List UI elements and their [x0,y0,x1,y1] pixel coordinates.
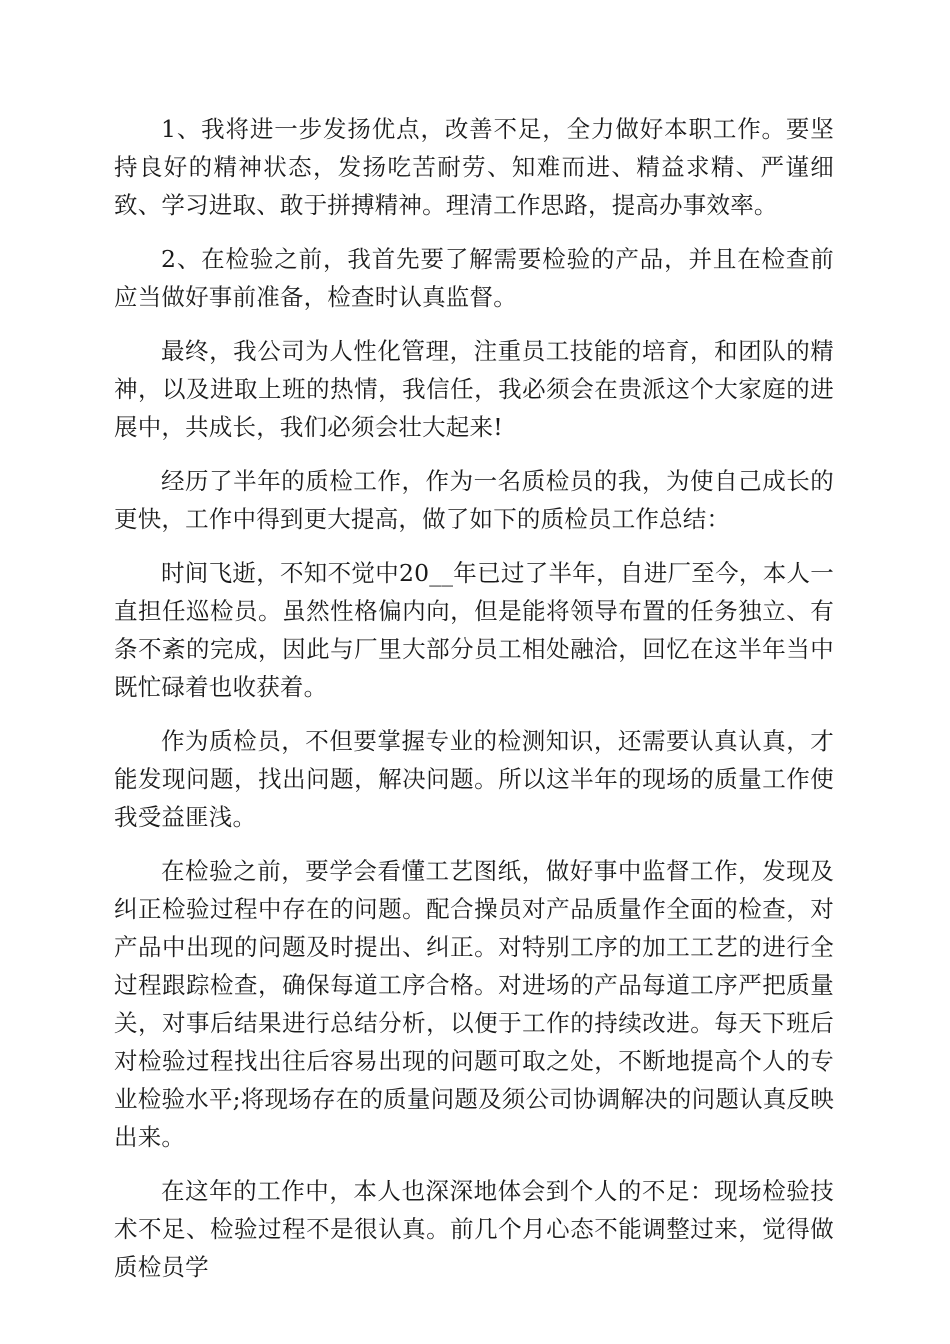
paragraph-8: 在这年的工作中，本人也深深地体会到个人的不足：现场检验技术不足、检验过程不是很认真。前几个月心态不能调整过来，觉得做质检员学 [114,1177,834,1281]
paragraph-4: 经历了半年的质检工作，作为一名质检员的我，为使自己成长的更快，工作中得到更大提高，做了如下的质检员工作总结： [114,467,834,533]
paragraph-3: 最终，我公司为人性化管理，注重员工技能的培育，和团队的精神，以及进取上班的热情，我信任，我必须会在贵派这个大家庭的进展中，共成长，我们必须会壮大起来! [114,337,834,441]
paragraph-5: 时间飞逝，不知不觉中20__年已过了半年，自进厂至今，本人一直担任巡检员。虽然性格偏内向，但是能将领导布置的任务独立、有条不紊的完成，因此与厂里大部分员工相处融洽，回忆在这半年当中既忙碌着也收获着。 [114,559,834,701]
paragraph-7: 在检验之前，要学会看懂工艺图纸，做好事中监督工作，发现及纠正检验过程中存在的问题。配合操员对产品质量作全面的检查，对产品中出现的问题及时提出、纠正。对特别工序的加工工艺的进行全过程跟踪检查，确保每道工序合格。对进场的产品每道工序严把质量关，对事后结果进行总结分析，以便于工作的持续改进。每天下班后对检验过程找出往后容易出现的问题可取之处，不断地提高个人的专业检验水平;将现场存在的质量问题及须公司协调解决的问题认真反映出来。 [114,857,834,1151]
paragraph-6: 作为质检员，不但要掌握专业的检测知识，还需要认真认真，才能发现问题，找出问题，解决问题。所以这半年的现场的质量工作使我受益匪浅。 [114,727,834,831]
document-body [114,110,834,1302]
paragraph-2: 2、在检验之前，我首先要了解需要检验的产品，并且在检查前应当做好事前准备，检查时认真监督。 [114,245,834,311]
paragraph-1: 1、我将进一步发扬优点，改善不足，全力做好本职工作。要坚持良好的精神状态，发扬吃苦耐劳、知难而进、精益求精、严谨细致、学习进取、敢于拼搏精神。理清工作思路，提高办事效率。 [114,115,834,219]
